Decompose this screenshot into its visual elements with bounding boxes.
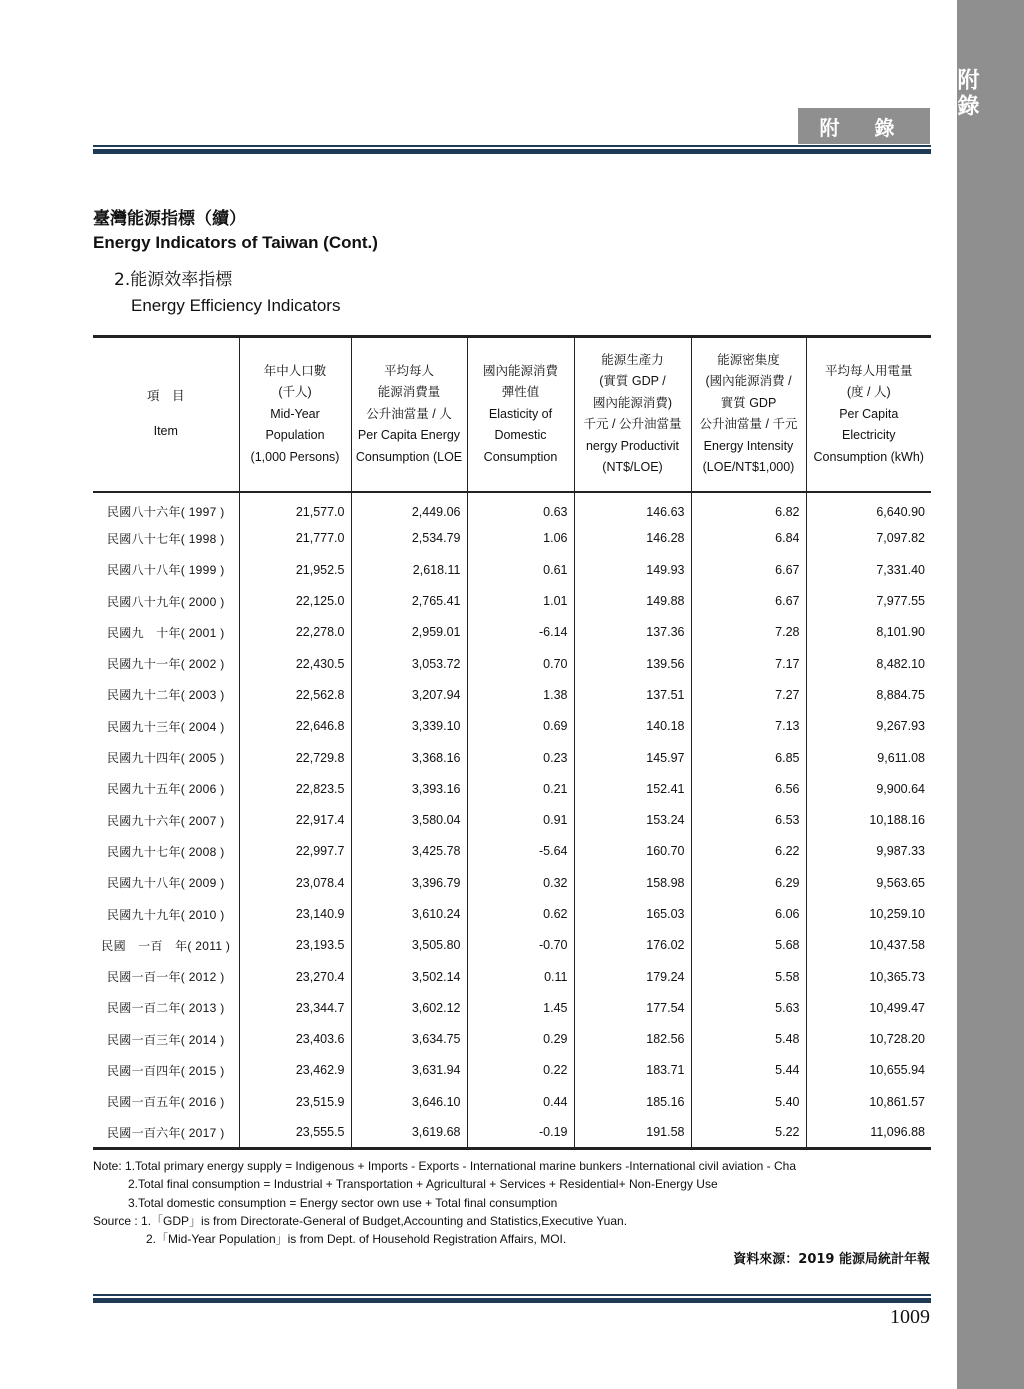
- value-cell: 146.28: [574, 523, 691, 554]
- column-header-line: Elasticity of: [488, 406, 553, 421]
- column-header: [467, 337, 574, 492]
- value-cell: 23,462.9: [239, 1055, 351, 1086]
- value-cell: 11,096.88: [870, 1125, 925, 1140]
- page-number: 1009: [890, 1306, 930, 1328]
- column-header: [574, 337, 691, 492]
- value-cell: 7,097.82: [876, 531, 925, 546]
- column-header-line: 能源生產力: [601, 352, 664, 367]
- table-row: [93, 836, 931, 867]
- column-header-line: Per Capita: [839, 406, 899, 421]
- value-cell: 10,728.20: [869, 1032, 925, 1047]
- value-cell: 179.24: [574, 961, 691, 992]
- row-item-cell: 民國九十六年( 2007 ): [93, 804, 239, 835]
- value-cell: 6.06: [691, 898, 806, 929]
- value-cell: 5.63: [691, 992, 806, 1023]
- table-row: [93, 711, 931, 742]
- value-cell: 3,425.78: [351, 836, 467, 867]
- column-header-line: Item: [153, 424, 178, 439]
- value-cell: 2,534.79: [351, 523, 467, 554]
- source-zh: 資料來源：2019 能源局統計年報: [733, 1252, 930, 1267]
- row-item-cell: 民國一百四年( 2015 ): [93, 1055, 239, 1086]
- column-header-line: 彈性值: [501, 385, 540, 399]
- value-cell: 153.24: [574, 804, 691, 835]
- value-cell: 3,610.24: [351, 898, 467, 929]
- row-item-cell: 民國八十六年( 1997 ): [93, 492, 239, 523]
- column-header-line: Per Capita Energy: [357, 428, 461, 442]
- column-header-line: Consumption (LOE: [355, 449, 463, 464]
- notes: [93, 1157, 933, 1248]
- row-item-cell: 民國八十八年( 1999 ): [93, 554, 239, 585]
- value-cell: 10,861.57: [869, 1094, 925, 1109]
- value-cell: 6.85: [691, 742, 806, 773]
- value-cell: 0.63: [467, 492, 574, 523]
- column-header: [93, 337, 239, 492]
- value-cell: 22,997.7: [239, 836, 351, 867]
- row-item-cell: 民國一百二年( 2013 ): [93, 992, 239, 1023]
- value-cell: 10,499.47: [869, 1000, 925, 1015]
- value-cell: 8,101.90: [876, 625, 925, 640]
- value-cell: 22,125.0: [239, 585, 351, 616]
- value-cell: 5.22: [691, 1117, 806, 1148]
- value-cell: 3,634.75: [351, 1024, 467, 1055]
- row-item-cell: 民國一百三年( 2014 ): [93, 1024, 239, 1055]
- row-item-cell: 民國九十九年( 2010 ): [93, 898, 239, 929]
- column-header: [239, 337, 351, 492]
- value-cell: 0.44: [467, 1086, 574, 1117]
- column-header-line: Energy Intensity: [703, 438, 794, 453]
- column-header-line: (1,000 Persons): [250, 449, 340, 464]
- value-cell: 0.29: [467, 1024, 574, 1055]
- row-item-cell: 民國 一百 年( 2011 ): [93, 930, 239, 961]
- column-header-line: nergy Productivit: [585, 438, 680, 453]
- row-item-cell: 民國八十七年( 1998 ): [93, 523, 239, 554]
- table-row: [93, 742, 931, 773]
- value-cell: 22,646.8: [239, 711, 351, 742]
- value-cell: 137.51: [574, 679, 691, 710]
- value-cell: 183.71: [574, 1055, 691, 1086]
- source-1: Source : 1.「GDP」is from Directorate-General of Budget,Accounting and Statistics,Executive Yuan.: [93, 1213, 628, 1228]
- value-cell: 21,952.5: [239, 554, 351, 585]
- value-cell: 0.22: [467, 1055, 574, 1086]
- table-row: [93, 648, 931, 679]
- value-cell: 2,449.06: [351, 492, 467, 523]
- value-cell: -6.14: [467, 617, 574, 648]
- value-cell: 6.53: [691, 804, 806, 835]
- value-cell: 7.13: [691, 711, 806, 742]
- value-cell: 3,339.10: [351, 711, 467, 742]
- table-row: [93, 1055, 931, 1086]
- value-cell: 1.38: [467, 679, 574, 710]
- value-cell: 21,777.0: [239, 523, 351, 554]
- value-cell: 9,267.93: [876, 719, 925, 734]
- title-en: Energy Indicators of Taiwan (Cont.): [93, 233, 378, 252]
- column-header-line: 國內能源消費): [592, 395, 673, 410]
- value-cell: 160.70: [574, 836, 691, 867]
- value-cell: 146.63: [574, 492, 691, 523]
- table-row: [93, 1086, 931, 1117]
- side-strip: [954, 0, 1024, 1389]
- value-cell: 137.36: [574, 617, 691, 648]
- value-cell: 23,193.5: [239, 930, 351, 961]
- value-cell: 5.40: [691, 1086, 806, 1117]
- value-cell: 3,207.94: [351, 679, 467, 710]
- value-cell: 22,562.8: [239, 679, 351, 710]
- value-cell: -5.64: [467, 836, 574, 867]
- value-cell: 5.48: [691, 1024, 806, 1055]
- column-header-line: 實質 GDP: [720, 395, 777, 410]
- footer-rule: [93, 1294, 931, 1296]
- column-header-line: (LOE/NT$1,000): [702, 460, 795, 475]
- value-cell: 2,618.11: [351, 554, 467, 585]
- note-1: Note: 1.Total primary energy supply = Indigenous + Imports - Exports - International marine bunkers -International civil aviation - Cha: [93, 1159, 797, 1173]
- row-item-cell: 民國九十三年( 2004 ): [93, 711, 239, 742]
- table-row: [93, 617, 931, 648]
- table-row: [93, 867, 931, 898]
- column-header: [806, 337, 931, 492]
- row-item-cell: 民國九十四年( 2005 ): [93, 742, 239, 773]
- value-cell: 5.44: [691, 1055, 806, 1086]
- value-cell: 22,917.4: [239, 804, 351, 835]
- value-cell: 182.56: [574, 1024, 691, 1055]
- value-cell: -0.19: [467, 1117, 574, 1148]
- value-cell: 149.93: [574, 554, 691, 585]
- value-cell: 3,053.72: [351, 648, 467, 679]
- value-cell: 22,729.8: [239, 742, 351, 773]
- value-cell: 152.41: [574, 773, 691, 804]
- value-cell: 0.69: [467, 711, 574, 742]
- value-cell: 23,515.9: [239, 1086, 351, 1117]
- value-cell: 5.58: [691, 961, 806, 992]
- value-cell: 176.02: [574, 930, 691, 961]
- value-cell: 23,555.5: [239, 1117, 351, 1148]
- side-chapter-label: 附錄: [954, 68, 979, 120]
- value-cell: 8,482.10: [876, 656, 925, 671]
- value-cell: 140.18: [574, 711, 691, 742]
- column-header-line: 公升油當量 / 千元: [699, 417, 798, 432]
- value-cell: 158.98: [574, 867, 691, 898]
- energy-efficiency-table: [93, 335, 931, 1150]
- value-cell: 10,437.58: [869, 938, 925, 953]
- value-cell: 3,619.68: [351, 1117, 467, 1148]
- row-item-cell: 民國九十七年( 2008 ): [93, 836, 239, 867]
- title-zh: 臺灣能源指標（續）: [93, 209, 246, 229]
- table-row: [93, 679, 931, 710]
- column-header-line: 平均每人用電量: [824, 363, 913, 378]
- value-cell: 6.29: [691, 867, 806, 898]
- table-row: [93, 992, 931, 1023]
- value-cell: 185.16: [574, 1086, 691, 1117]
- column-header-line: (實質 GDP /: [599, 374, 666, 389]
- value-cell: 9,611.08: [877, 750, 925, 765]
- source-2: 2.「Mid-Year Population」is from Dept. of Household Registration Affairs, MOI.: [146, 1232, 567, 1247]
- column-header-line: (NT$/LOE): [602, 460, 663, 475]
- value-cell: 0.32: [467, 867, 574, 898]
- table-header: [93, 337, 931, 492]
- value-cell: 3,368.16: [351, 742, 467, 773]
- table-row: [93, 1117, 931, 1148]
- value-cell: 10,365.73: [869, 969, 925, 984]
- column-header-line: Consumption: [483, 449, 558, 464]
- value-cell: 191.58: [574, 1117, 691, 1148]
- value-cell: 2,765.41: [351, 585, 467, 616]
- value-cell: 0.23: [467, 742, 574, 773]
- value-cell: 7.28: [691, 617, 806, 648]
- value-cell: 139.56: [574, 648, 691, 679]
- column-header-line: 平均每人: [383, 363, 434, 378]
- value-cell: 23,270.4: [239, 961, 351, 992]
- value-cell: 149.88: [574, 585, 691, 616]
- value-cell: 1.45: [467, 992, 574, 1023]
- value-cell: 10,655.94: [869, 1063, 925, 1078]
- header-rule: [93, 145, 931, 147]
- value-cell: 0.11: [467, 961, 574, 992]
- column-header-line: Domestic: [494, 428, 547, 442]
- column-header-line: 公升油當量 / 人: [366, 406, 452, 421]
- value-cell: 145.97: [574, 742, 691, 773]
- value-cell: 0.61: [467, 554, 574, 585]
- value-cell: 23,403.6: [239, 1024, 351, 1055]
- value-cell: 6.22: [691, 836, 806, 867]
- value-cell: 10,259.10: [869, 907, 925, 921]
- table-row: [93, 492, 931, 523]
- column-header-line: 年中人口數: [263, 363, 327, 378]
- value-cell: 6.67: [691, 554, 806, 585]
- value-cell: 3,502.14: [351, 961, 467, 992]
- value-cell: 3,580.04: [351, 804, 467, 835]
- table-row: [93, 930, 931, 961]
- value-cell: 23,078.4: [239, 867, 351, 898]
- column-header-line: Electricity: [842, 428, 896, 442]
- row-item-cell: 民國一百一年( 2012 ): [93, 961, 239, 992]
- column-header-line: 能源密集度: [717, 352, 780, 367]
- section-title-en: Energy Efficiency Indicators: [131, 296, 341, 315]
- value-cell: 9,987.33: [876, 844, 925, 859]
- value-cell: 0.70: [467, 648, 574, 679]
- row-item-cell: 民國九十五年( 2006 ): [93, 773, 239, 804]
- table-row: [93, 804, 931, 835]
- value-cell: 3,396.79: [351, 867, 467, 898]
- value-cell: 6.67: [691, 585, 806, 616]
- table-row: [93, 554, 931, 585]
- column-header-line: 國內能源消費: [482, 363, 558, 378]
- value-cell: 7,331.40: [876, 562, 925, 577]
- value-cell: 7.27: [691, 679, 806, 710]
- value-cell: 6.56: [691, 773, 806, 804]
- value-cell: 7.17: [691, 648, 806, 679]
- row-item-cell: 民國九 十年( 2001 ): [93, 617, 239, 648]
- column-header-line: (度 / 人): [846, 385, 891, 399]
- value-cell: 3,505.80: [351, 930, 467, 961]
- row-item-cell: 民國九十一年( 2002 ): [93, 648, 239, 679]
- value-cell: 23,140.9: [239, 898, 351, 929]
- value-cell: 6.84: [691, 523, 806, 554]
- section-title-zh: 2.能源效率指標: [114, 270, 233, 290]
- column-header-line: Mid-Year: [270, 406, 320, 421]
- value-cell: 22,823.5: [239, 773, 351, 804]
- note-3: 3.Total domestic consumption = Energy sector own use + Total final consumption: [128, 1195, 558, 1210]
- chapter-tab: 附 錄: [798, 108, 930, 144]
- table-row: [93, 773, 931, 804]
- header-rule-thick: [93, 149, 931, 154]
- row-item-cell: 民國八十九年( 2000 ): [93, 585, 239, 616]
- value-cell: 22,278.0: [239, 617, 351, 648]
- value-cell: 0.91: [467, 804, 574, 835]
- value-cell: 5.68: [691, 930, 806, 961]
- column-header-line: (千人): [278, 385, 312, 399]
- value-cell: 8,884.75: [876, 687, 925, 702]
- column-header: [691, 337, 806, 492]
- value-cell: 3,631.94: [351, 1055, 467, 1086]
- value-cell: 177.54: [574, 992, 691, 1023]
- value-cell: 3,393.16: [351, 773, 467, 804]
- note-2: 2.Total final consumption = Industrial + Transportation + Agricultural + Services + Residential+ Non-Energy Use: [128, 1177, 718, 1192]
- table-row: [93, 898, 931, 929]
- value-cell: 10,188.16: [869, 813, 925, 828]
- table-row: [93, 1024, 931, 1055]
- column-header-line: (國內能源消費 /: [705, 374, 792, 389]
- value-cell: 165.03: [574, 898, 691, 929]
- value-cell: 1.06: [467, 523, 574, 554]
- value-cell: 3,602.12: [351, 992, 467, 1023]
- value-cell: 0.21: [467, 773, 574, 804]
- column-header-line: 項 目: [146, 388, 185, 403]
- value-cell: 21,577.0: [239, 492, 351, 523]
- column-header-line: Population: [265, 428, 325, 442]
- row-item-cell: 民國一百六年( 2017 ): [93, 1117, 239, 1148]
- row-item-cell: 民國九十二年( 2003 ): [93, 679, 239, 710]
- value-cell: -0.70: [467, 930, 574, 961]
- table-row: [93, 961, 931, 992]
- value-cell: 0.62: [467, 898, 574, 929]
- value-cell: 9,900.64: [876, 781, 925, 796]
- column-header-line: 千元 / 公升油當量: [583, 417, 682, 432]
- value-cell: 9,563.65: [876, 875, 925, 890]
- value-cell: 1.01: [467, 585, 574, 616]
- value-cell: 7,977.55: [876, 594, 925, 609]
- value-cell: 2,959.01: [351, 617, 467, 648]
- value-cell: 6.82: [691, 492, 806, 523]
- value-cell: 3,646.10: [351, 1086, 467, 1117]
- column-header: [351, 337, 467, 492]
- table-body: [93, 492, 931, 1149]
- footer-rule-thick: [93, 1298, 931, 1303]
- table-row: [93, 523, 931, 554]
- table-row: [93, 585, 931, 616]
- value-cell: 22,430.5: [239, 648, 351, 679]
- row-item-cell: 民國九十八年( 2009 ): [93, 867, 239, 898]
- column-header-line: Consumption (kWh): [813, 449, 924, 464]
- value-cell: 6,640.90: [876, 504, 925, 519]
- value-cell: 23,344.7: [239, 992, 351, 1023]
- column-header-line: 能源消費量: [377, 385, 441, 399]
- row-item-cell: 民國一百五年( 2016 ): [93, 1086, 239, 1117]
